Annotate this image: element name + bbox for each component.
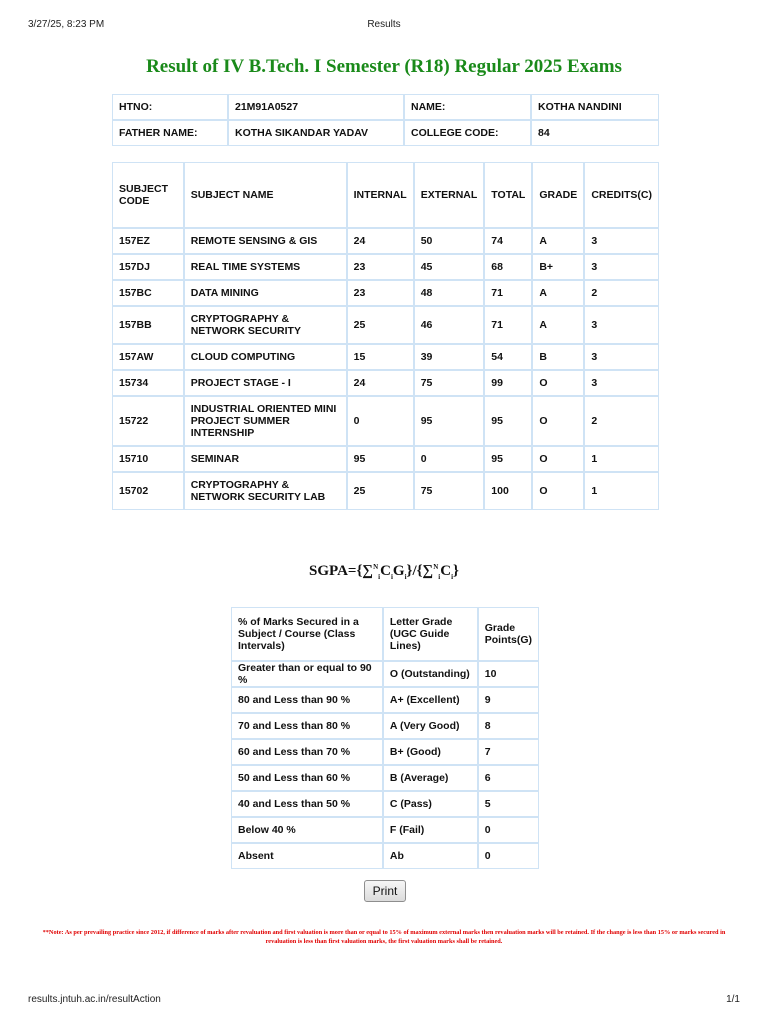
print-button[interactable]: Print (364, 880, 406, 902)
internal-marks: 25 (347, 306, 414, 344)
print-datetime: 3/27/25, 8:23 PM (28, 19, 105, 30)
table-row (112, 306, 659, 344)
subject-name: PROJECT STAGE - I (184, 370, 347, 396)
sgpa-grade-index: i (404, 573, 407, 581)
credits: 2 (584, 396, 659, 446)
credits: 3 (584, 344, 659, 370)
htno-label: HTNO: (112, 94, 228, 120)
sgpa-divider: }/{∑ (406, 563, 434, 579)
subject-code: 15710 (112, 446, 184, 472)
print-page-title: Results (367, 19, 401, 30)
student-details-table (112, 94, 659, 146)
external-marks: 95 (414, 396, 485, 446)
letter-grade: B+ (Good) (383, 739, 478, 765)
table-row (231, 739, 539, 765)
letter-grade: O (Outstanding) (383, 661, 478, 687)
internal-marks: 24 (347, 370, 414, 396)
col-internal: INTERNAL (347, 162, 414, 228)
sgpa-credit-index: i (390, 573, 393, 581)
grade-points: 0 (478, 817, 539, 843)
subject-code: 15734 (112, 370, 184, 396)
marks-range: 50 and Less than 60 % (231, 765, 383, 791)
result-title: Result of IV B.Tech. I Semester (R18) Regular 2025 Exams (146, 56, 622, 77)
subject-code: 157BC (112, 280, 184, 306)
print-page-number: 1/1 (726, 994, 740, 1005)
table-row (112, 344, 659, 370)
external-marks: 50 (414, 228, 485, 254)
col-marks-range: % of Marks Secured in a Subject / Course (Class Intervals) (231, 607, 383, 661)
college-code-value: 84 (531, 120, 659, 146)
grade: O (532, 472, 584, 510)
sgpa-denominator-upper: N (433, 563, 439, 571)
col-credits: CREDITS(C) (584, 162, 659, 228)
subject-code: 157AW (112, 344, 184, 370)
table-row (231, 765, 539, 791)
table-row (112, 254, 659, 280)
subject-code: 15722 (112, 396, 184, 446)
letter-grade: A (Very Good) (383, 713, 478, 739)
credits: 3 (584, 370, 659, 396)
print-footer (28, 994, 740, 1008)
grade: A (532, 306, 584, 344)
external-marks: 48 (414, 280, 485, 306)
table-row (112, 280, 659, 306)
grade: B+ (532, 254, 584, 280)
table-row (231, 843, 539, 869)
subject-name: CRYPTOGRAPHY & NETWORK SECURITY LAB (184, 472, 347, 510)
total-marks: 100 (484, 472, 532, 510)
grade-points: 7 (478, 739, 539, 765)
grade: B (532, 344, 584, 370)
credits: 3 (584, 228, 659, 254)
credits: 3 (584, 306, 659, 344)
subject-name: CRYPTOGRAPHY & NETWORK SECURITY (184, 306, 347, 344)
total-marks: 68 (484, 254, 532, 280)
total-marks: 71 (484, 306, 532, 344)
sgpa-open-sum: {∑ (356, 563, 374, 579)
subject-code: 15702 (112, 472, 184, 510)
name-label: NAME: (404, 94, 531, 120)
sgpa-credit-term: C (380, 563, 391, 579)
table-row (112, 94, 659, 120)
subject-name: REAL TIME SYSTEMS (184, 254, 347, 280)
external-marks: 45 (414, 254, 485, 280)
col-external: EXTERNAL (414, 162, 485, 228)
subject-code: 157EZ (112, 228, 184, 254)
father-name-label: FATHER NAME: (112, 120, 228, 146)
grade-points: 0 (478, 843, 539, 869)
external-marks: 46 (414, 306, 485, 344)
college-code-label: COLLEGE CODE: (404, 120, 531, 146)
table-row (112, 228, 659, 254)
table-row (231, 791, 539, 817)
letter-grade: Ab (383, 843, 478, 869)
grade: O (532, 396, 584, 446)
table-row (231, 661, 539, 687)
credits: 2 (584, 280, 659, 306)
sgpa-denominator-index: i (451, 573, 454, 581)
marks-range: 80 and Less than 90 % (231, 687, 383, 713)
credits: 1 (584, 472, 659, 510)
table-row (112, 370, 659, 396)
table-row (231, 713, 539, 739)
table-row (112, 446, 659, 472)
col-grade-points: Grade Points(G) (478, 607, 539, 661)
marks-range: Below 40 % (231, 817, 383, 843)
name-value: KOTHA NANDINI (531, 94, 659, 120)
sgpa-upper-limit: N (373, 563, 379, 571)
marks-table (112, 162, 659, 510)
total-marks: 95 (484, 396, 532, 446)
grade: A (532, 280, 584, 306)
col-letter-grade: Letter Grade (UGC Guide Lines) (383, 607, 478, 661)
grade-points: 10 (478, 661, 539, 687)
external-marks: 0 (414, 446, 485, 472)
col-total: TOTAL (484, 162, 532, 228)
grade-points: 5 (478, 791, 539, 817)
internal-marks: 15 (347, 344, 414, 370)
grading-scale-table (231, 607, 539, 869)
col-subject-code: SUBJECT CODE (112, 162, 184, 228)
print-url: results.jntuh.ac.in/resultAction (28, 994, 161, 1005)
sgpa-grade-term: G (392, 563, 405, 579)
sgpa-denominator-lower: i (438, 573, 441, 581)
revaluation-note: **Note: As per prevailing practice since 2012, if difference of marks after revaluation and first valuation is more than or equal to 15% of maximum external marks then revaluation marks will be retained. If the change is less than 15% or marks secured in revaluation is less than first valuation marks, the first valuation marks shall be retained. (42, 929, 726, 945)
print-header (28, 19, 740, 33)
credits: 3 (584, 254, 659, 280)
marks-range: 70 and Less than 80 % (231, 713, 383, 739)
subject-name: SEMINAR (184, 446, 347, 472)
marks-range: Greater than or equal to 90 % (231, 661, 383, 687)
table-row (112, 120, 659, 146)
grade-points: 9 (478, 687, 539, 713)
table-row (112, 396, 659, 446)
total-marks: 71 (484, 280, 532, 306)
total-marks: 99 (484, 370, 532, 396)
grade-points: 6 (478, 765, 539, 791)
letter-grade: A+ (Excellent) (383, 687, 478, 713)
col-subject-name: SUBJECT NAME (184, 162, 347, 228)
subject-name: INDUSTRIAL ORIENTED MINI PROJECT SUMMER INTERNSHIP (184, 396, 347, 446)
grade: A (532, 228, 584, 254)
subject-code: 157BB (112, 306, 184, 344)
subject-name: DATA MINING (184, 280, 347, 306)
internal-marks: 23 (347, 280, 414, 306)
col-grade: GRADE (532, 162, 584, 228)
internal-marks: 0 (347, 396, 414, 446)
internal-marks: 25 (347, 472, 414, 510)
grade-points: 8 (478, 713, 539, 739)
sgpa-label: SGPA= (309, 563, 357, 579)
grade-header-row (231, 607, 539, 661)
external-marks: 75 (414, 370, 485, 396)
letter-grade: F (Fail) (383, 817, 478, 843)
total-marks: 74 (484, 228, 532, 254)
grade: O (532, 446, 584, 472)
internal-marks: 95 (347, 446, 414, 472)
marks-range: 60 and Less than 70 % (231, 739, 383, 765)
external-marks: 75 (414, 472, 485, 510)
sgpa-formula (0, 563, 768, 581)
table-row (231, 687, 539, 713)
subject-name: REMOTE SENSING & GIS (184, 228, 347, 254)
internal-marks: 24 (347, 228, 414, 254)
external-marks: 39 (414, 344, 485, 370)
subject-name: CLOUD COMPUTING (184, 344, 347, 370)
marks-range: 40 and Less than 50 % (231, 791, 383, 817)
table-row (231, 817, 539, 843)
marks-header-row (112, 162, 659, 228)
father-name-value: KOTHA SIKANDAR YADAV (228, 120, 404, 146)
total-marks: 95 (484, 446, 532, 472)
sgpa-denominator-term: C (440, 563, 452, 579)
htno-value: 21M91A0527 (228, 94, 404, 120)
credits: 1 (584, 446, 659, 472)
sgpa-lower-index: i (378, 573, 381, 581)
letter-grade: B (Average) (383, 765, 478, 791)
internal-marks: 23 (347, 254, 414, 280)
marks-range: Absent (231, 843, 383, 869)
grade: O (532, 370, 584, 396)
subject-code: 157DJ (112, 254, 184, 280)
table-row (112, 472, 659, 510)
total-marks: 54 (484, 344, 532, 370)
sgpa-close-brace: } (453, 563, 459, 579)
letter-grade: C (Pass) (383, 791, 478, 817)
